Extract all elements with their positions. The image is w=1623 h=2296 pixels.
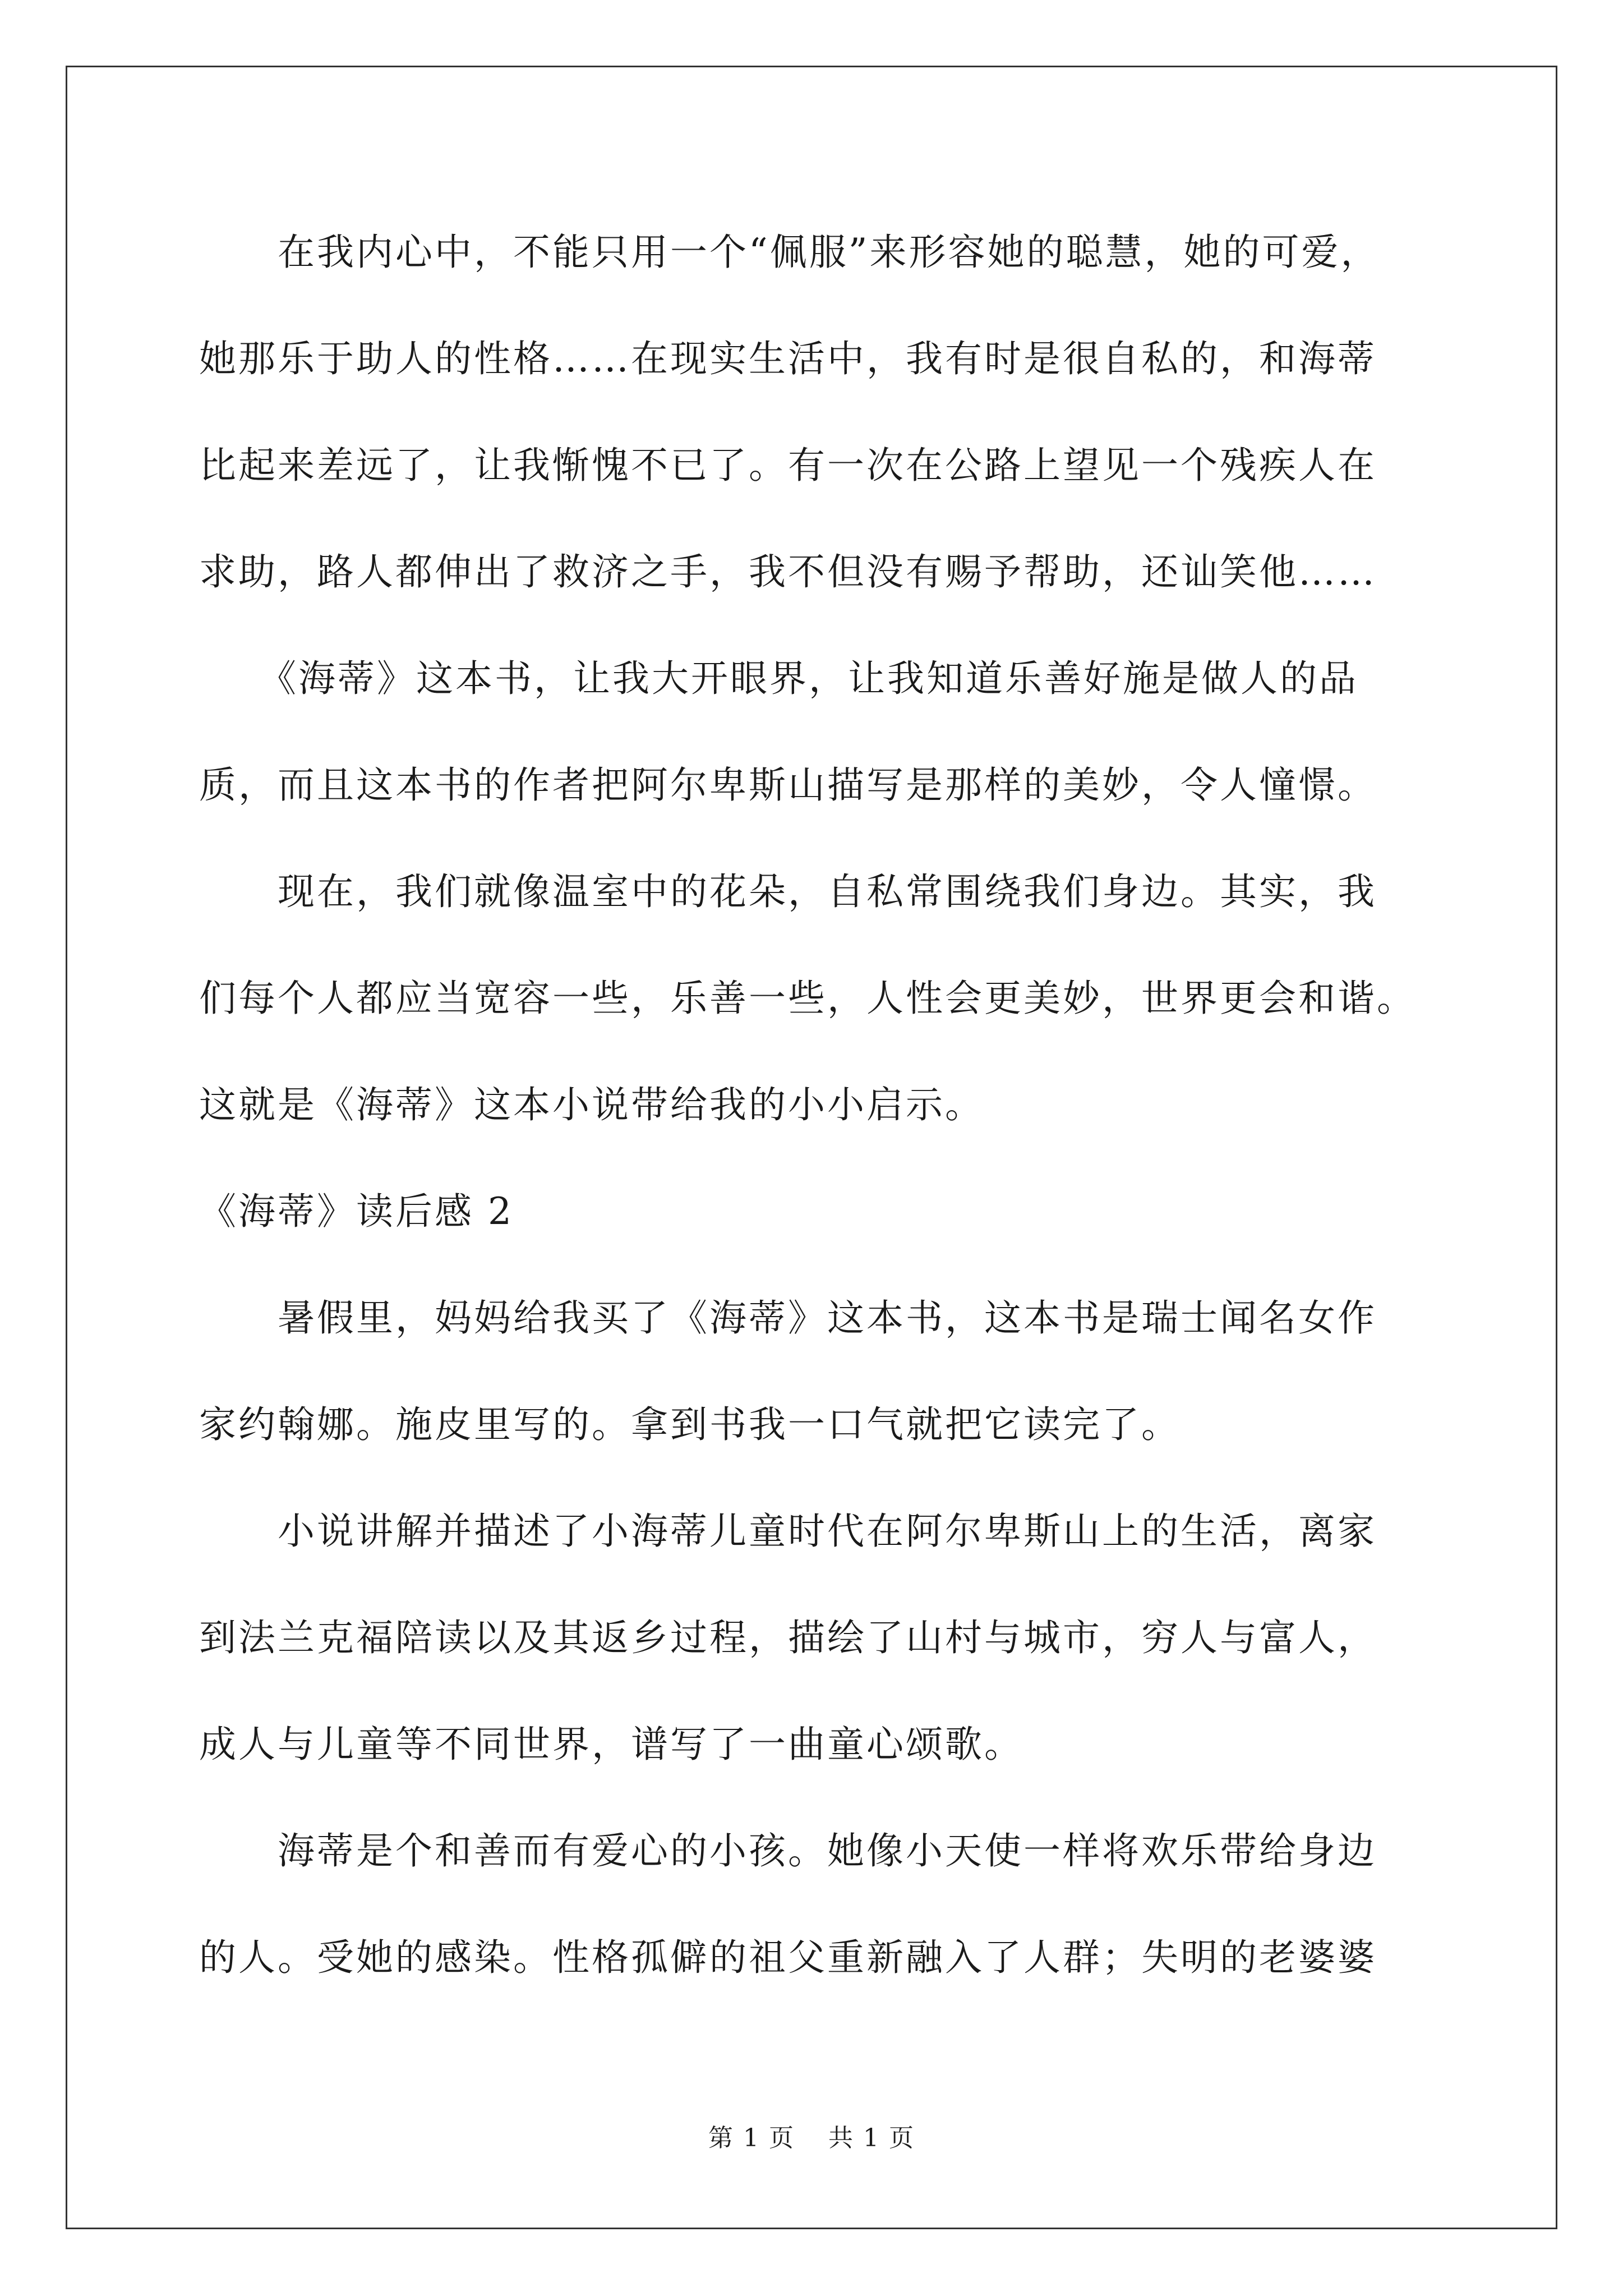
body-line-7: 现在，我们就像温室中的花朵，自私常围绕我们身边。其实，我 xyxy=(199,870,1377,913)
body-line-1: 在我内心中，不能只用一个“佩服”来形容她的聪慧，她的可爱， xyxy=(199,231,1380,274)
body-line-4: 求助，路人都伸出了救济之手，我不但没有赐予帮助，还讪笑他…… xyxy=(199,550,1377,593)
body2-line-6: 海蒂是个和善而有爱心的小孩。她像小天使一样将欢乐带给身边 xyxy=(199,1829,1377,1872)
body-line-5: 《海蒂》这本书，让我大开眼界，让我知道乐善好施是做人的品 xyxy=(199,657,1358,700)
section-heading: 《海蒂》读后感 2 xyxy=(199,1190,514,1233)
body2-line-1: 暑假里，妈妈给我买了《海蒂》这本书，这本书是瑞士闻名女作 xyxy=(199,1296,1377,1340)
body-line-8: 们每个人都应当宽容一些，乐善一些，人性会更美妙，世界更会和谐。 xyxy=(199,977,1416,1020)
body-line-9: 这就是《海蒂》这本小说带给我的小小启示。 xyxy=(199,1083,984,1126)
page-footer xyxy=(0,2118,1623,2154)
body2-line-2: 家约翰娜。施皮里写的。拿到书我一口气就把它读完了。 xyxy=(199,1403,1181,1446)
page-number-current: 第 1 页 xyxy=(708,2124,795,2152)
body-line-2: 她那乐于助人的性格……在现实生活中，我有时是很自私的，和海蒂 xyxy=(199,337,1377,380)
body-line-6: 质，而且这本书的作者把阿尔卑斯山描写是那样的美妙，令人憧憬。 xyxy=(199,763,1377,807)
body2-line-7: 的人。受她的感染。性格孤僻的祖父重新融入了人群；失明的老婆婆 xyxy=(199,1936,1377,1979)
body2-line-5: 成人与儿童等不同世界，谱写了一曲童心颂歌。 xyxy=(199,1723,1023,1766)
body2-line-4: 到法兰克福陪读以及其返乡过程，描绘了山村与城市，穷人与富人， xyxy=(199,1616,1377,1659)
body-line-3: 比起来差远了，让我惭愧不已了。有一次在公路上望见一个残疾人在 xyxy=(199,444,1377,487)
body2-line-3: 小说讲解并描述了小海蒂儿童时代在阿尔卑斯山上的生活，离家 xyxy=(199,1510,1377,1553)
page-number-total: 共 1 页 xyxy=(828,2124,915,2152)
